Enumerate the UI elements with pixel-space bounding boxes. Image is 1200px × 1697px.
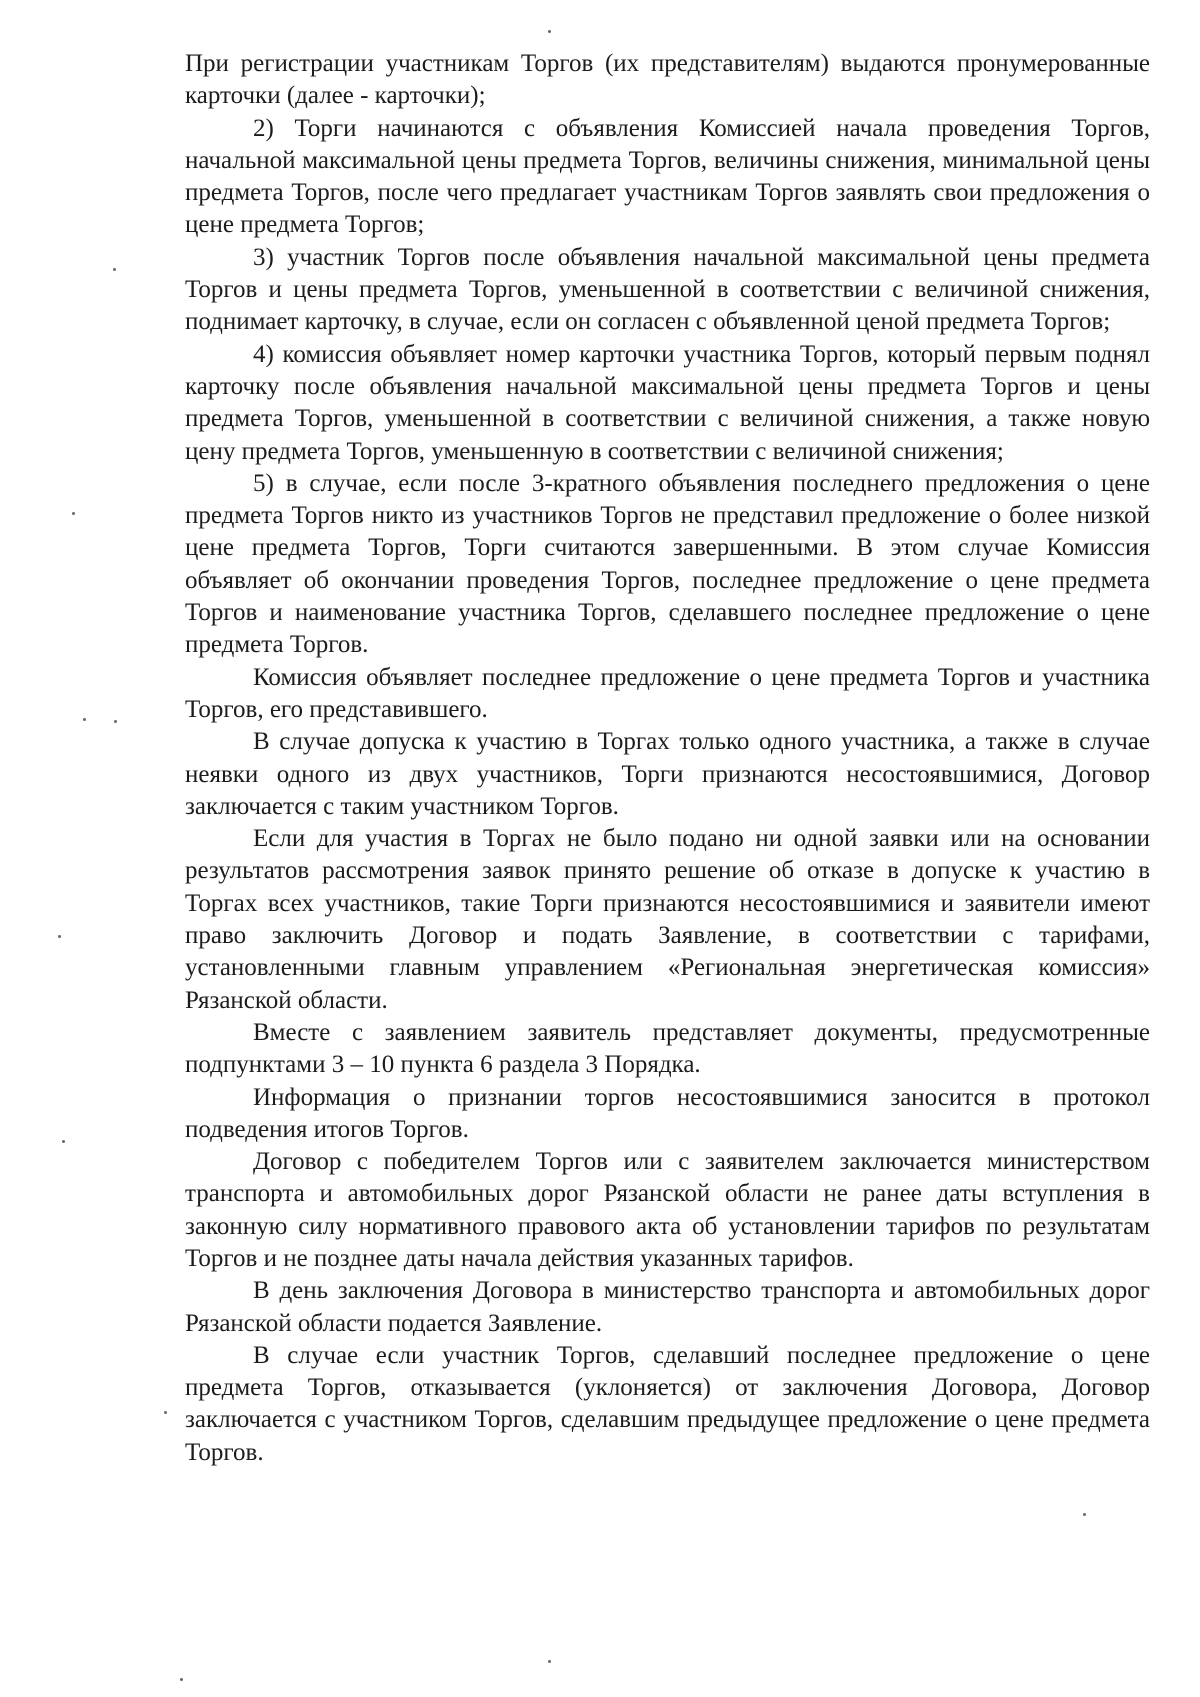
paragraph-application-day: В день заключения Договора в министерство транспорта и автомобильных дорог Рязанской области подается Заявление. [185,1277,1150,1337]
paragraph-item-3: 3) участник Торгов после объявления начальной максимальной цены предмета Торгов и цены предмета Торгов, уменьшенной в соответствии с величиной снижения, поднимает карточку, в случае, если он согласен с объявленной ценой предмета Торгов; [185,243,1150,336]
scan-speck [180,1678,183,1681]
scan-speck [83,718,86,721]
paragraph-single-participant: В случае допуска к участию в Торгах только одного участника, а также в случае неявки одного из двух участников, Торги признаются несостоявшимися, Договор заключается с таким участником Торгов. [185,728,1150,820]
paragraph-item-2: 2) Торги начинаются с объявления Комиссией начала проведения Торгов, начальной максимальной цены предмета Торгов, величины снижения, минимальной цены предмета Торгов, после чего предлагает участникам Торгов заявлять свои предложения о цене предмета Торгов; [185,114,1150,239]
scan-speck [548,1660,551,1663]
scan-speck [1083,1513,1086,1516]
scan-speck [62,1140,65,1143]
scan-speck [113,268,116,271]
paragraph-refusal: В случае если участник Торгов, сделавший последнее предложение о цене предмета Торгов, отказывается (уклоняется) от заключения Договора, Договор заключается с участником Торгов, сделавшим предыдущее предложение о цене предмета Торгов. [185,1341,1150,1466]
paragraph-no-applications: Если для участия в Торгах не было подано ни одной заявки или на основании результатов рассмотрения заявок принято решение об отказе в допуске к участию в Торгах всех участников, такие Торги признаются несостоявшимися и заявители имеют право заключить Договор и подать Заявление, в соответствии с тарифами, установленными главным управлением «Региональная энергетическая комиссия» Рязанской области. [185,825,1150,1014]
scan-speck [58,935,61,938]
document-text [185,48,1150,1469]
scan-speck [114,720,117,723]
scan-speck [72,512,75,515]
paragraph-commission-announces: Комиссия объявляет последнее предложение о цене предмета Торгов и участника Торгов, его представившего. [185,663,1150,723]
scan-speck [164,1411,167,1414]
paragraph-contract-conclusion: Договор с победителем Торгов или с заявителем заключается министерством транспорта и автомобильных дорог Рязанской области не ранее даты вступления в законную силу нормативного правового акта об установлении тарифов по результатам Торгов и не позднее даты начала действия указанных тарифов. [185,1148,1150,1272]
paragraph-protocol: Информация о признании торгов несостоявшимися заносится в протокол подведения итогов Торгов. [185,1083,1150,1143]
scan-speck [548,30,551,33]
paragraph-item-4: 4) комиссия объявляет номер карточки участника Торгов, который первым поднял карточку после объявления начальной максимальной цены предмета Торгов и цены предмета Торгов, уменьшенной в соответствии с величиной снижения, а также новую цену предмета Торгов, уменьшенную в соответствии с величиной снижения; [185,340,1150,465]
paragraph-documents: Вместе с заявлением заявитель представляет документы, предусмотренные подпунктами 3 – 10 пункта 6 раздела 3 Порядка. [185,1018,1150,1079]
paragraph-item-5: 5) в случае, если после 3-кратного объявления последнего предложения о цене предмета Торгов никто из участников Торгов не представил предложение о более низкой цене предмета Торгов, Торги считаются завершенными. В этом случае Комиссия объявляет об окончании проведения Торгов, последнее предложение о цене предмета Торгов и наименование участника Торгов, сделавшего последнее предложение о цене предмета Торгов. [185,469,1150,659]
paragraph-registration-cards: При регистрации участникам Торгов (их представителям) выдаются пронумерованные карточки (далее - карточки); [185,50,1150,110]
